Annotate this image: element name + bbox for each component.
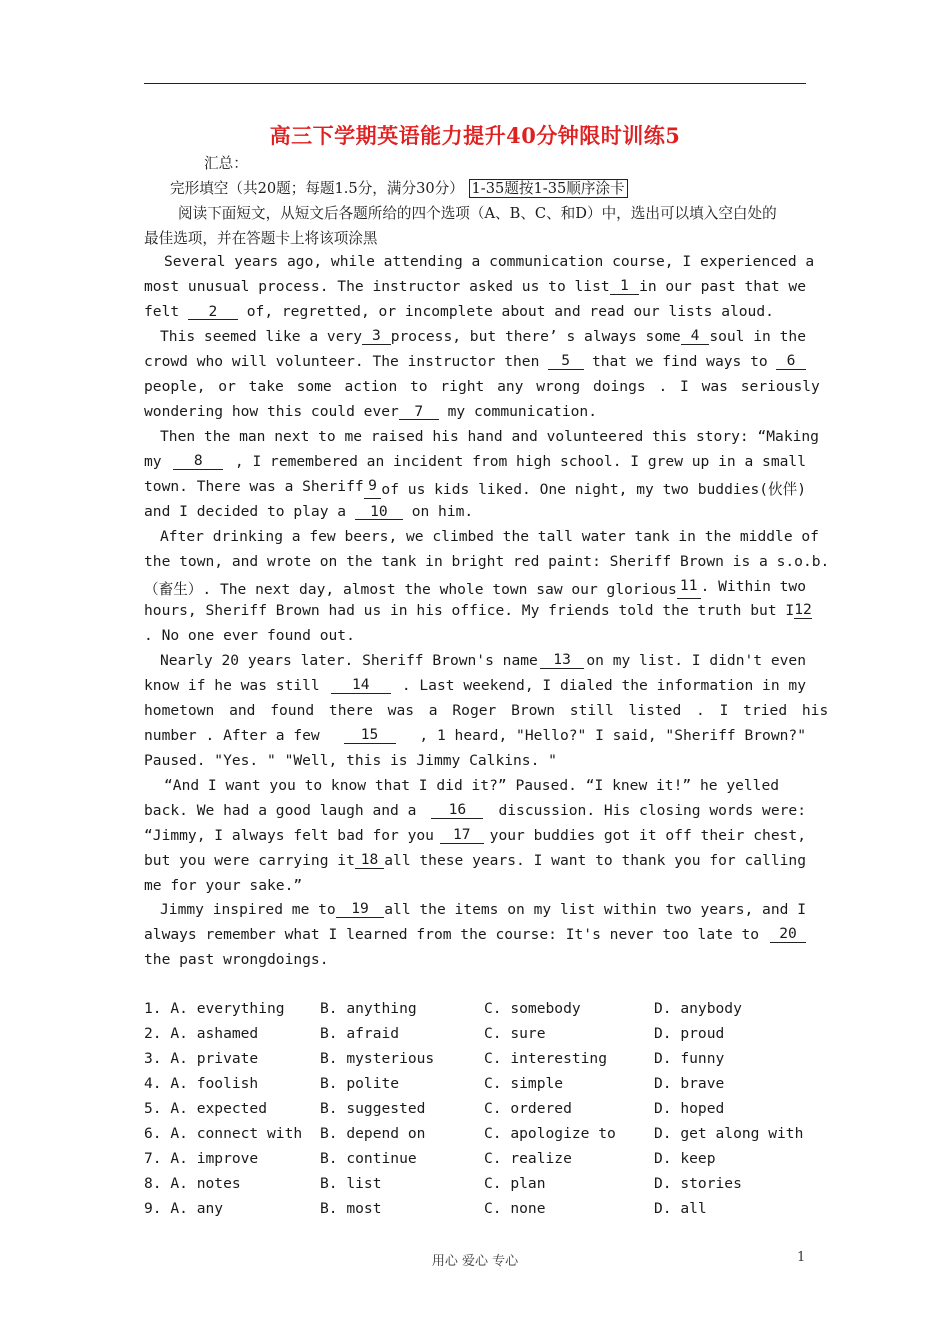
- instructions-line-1: 阅读下面短文，从短文后各题所给的四个选项（A、B、C、和D）中，选出可以填入空白处的: [178, 205, 777, 222]
- passage-line: [144, 278, 806, 295]
- option-choice: D. all: [654, 1200, 707, 1217]
- passage-text: , I remembered an incident from high school. I grew up in a small: [234, 453, 806, 470]
- section-heading: [170, 177, 628, 198]
- passage-line: [144, 802, 806, 819]
- passage-line: [144, 378, 820, 395]
- passage-text: of us kids liked. One night, my two buddies(伙伴): [381, 481, 806, 498]
- option-choice: C. apologize to: [484, 1125, 616, 1142]
- passage-line: [144, 601, 812, 619]
- option-choice: 4. A. foolish: [144, 1075, 259, 1092]
- passage-line: [160, 528, 819, 545]
- passage-line: [144, 827, 806, 844]
- option-choice: B. afraid: [320, 1025, 400, 1042]
- passage-line: [164, 777, 806, 794]
- blank-13: 13: [540, 652, 584, 669]
- passage-text: my communication.: [447, 403, 597, 420]
- blank-2: 2: [188, 304, 238, 320]
- option-choice: B. anything: [320, 1000, 417, 1017]
- passage-line: the past wrongdoings.: [144, 951, 329, 968]
- passage-text: all these years. I want to thank you for calling: [384, 852, 806, 869]
- blank-10: 10: [355, 504, 403, 520]
- passage-text: number . After a few: [144, 727, 320, 744]
- blank-12: 12: [794, 601, 812, 618]
- option-choice: C. simple: [484, 1075, 564, 1092]
- passage-text: all the items on my list within two years, and I: [384, 901, 806, 918]
- passage-text: Jimmy inspired me to: [160, 901, 336, 918]
- option-choice: 1. A. everything: [144, 1000, 285, 1017]
- option-choice: D. get along with: [654, 1125, 804, 1142]
- option-choice: 3. A. private: [144, 1050, 259, 1067]
- option-choice: 6. A. connect with: [144, 1125, 303, 1142]
- instructions-line-2: 最佳选项，并在答题卡上将该项涂黑: [144, 230, 378, 247]
- passage-line: [144, 478, 806, 499]
- passage-line: [144, 553, 830, 570]
- blank-20: 20: [770, 926, 806, 943]
- passage-line: [144, 353, 806, 370]
- blank-16: 16: [431, 802, 483, 819]
- option-choice: D. anybody: [654, 1000, 742, 1017]
- passage-text: . Last weekend, I dialed the information in my: [401, 677, 806, 694]
- option-choice: B. list: [320, 1175, 382, 1192]
- passage-line: [144, 578, 806, 599]
- header-rule: [144, 83, 806, 84]
- option-choice: 8. A. notes: [144, 1175, 241, 1192]
- passage-line: [144, 503, 473, 520]
- passage-text: on him.: [411, 503, 474, 520]
- option-choice: B. continue: [320, 1150, 417, 1167]
- passage-line: [144, 727, 806, 744]
- passage-text: soul in the: [709, 328, 806, 345]
- passage-text: Nearly 20 years later. Sheriff Brown's name: [160, 652, 538, 669]
- option-choice: B. polite: [320, 1075, 400, 1092]
- blank-4: 4: [681, 328, 710, 345]
- option-choice: 5. A. expected: [144, 1100, 268, 1117]
- passage-text: my: [144, 453, 162, 470]
- passage-line: [160, 901, 806, 918]
- option-choice: D. proud: [654, 1025, 725, 1042]
- passage-text: know if he was still: [144, 677, 320, 694]
- blank-6: 6: [776, 353, 806, 370]
- passage-line: [144, 702, 829, 719]
- passage-line: [144, 852, 806, 869]
- passage-line: [160, 652, 806, 669]
- passage-text: . Within two: [700, 578, 806, 595]
- blank-14: 14: [331, 677, 391, 694]
- passage-line: [144, 303, 774, 320]
- blank-7: 7: [399, 404, 439, 420]
- passage-text: “And I want you to know that I did it?” Paused. “I knew it!” he yelled: [164, 777, 780, 794]
- passage-text: people, or take some action to right any wrong doings . I was seriously: [144, 378, 820, 395]
- passage-line: [144, 453, 806, 470]
- passage-line: Paused. "Yes. " "Well, this is Jimmy Calkins. ": [144, 752, 557, 769]
- passage-text: Several years ago, while attending a communication course, I experienced a: [164, 253, 815, 270]
- passage-line: [164, 253, 815, 270]
- section-heading-text: 完形填空（共20题；每题1.5分，满分30分）: [170, 180, 464, 197]
- blank-18: 18: [355, 852, 384, 869]
- blank-3: 3: [362, 328, 391, 345]
- summary-label: 汇总：: [204, 155, 248, 172]
- option-choice: D. stories: [654, 1175, 742, 1192]
- blank-11: 11: [677, 578, 701, 599]
- page-number: 1: [797, 1250, 806, 1265]
- passage-text: , 1 heard, "Hello?" I said, "Sheriff Brown?": [419, 727, 806, 744]
- blank-15: 15: [344, 727, 396, 744]
- passage-text: but you were carrying it: [144, 852, 355, 869]
- passage-text: felt: [144, 303, 180, 320]
- passage-text: and I decided to play a: [144, 503, 347, 520]
- blank-5: 5: [548, 353, 584, 370]
- passage-text: Then the man next to me raised his hand and volunteered this story: “Making: [160, 428, 819, 445]
- option-choice: D. brave: [654, 1075, 725, 1092]
- option-choice: B. suggested: [320, 1100, 426, 1117]
- passage-text: that we find ways to: [591, 353, 768, 370]
- blank-17: 17: [440, 827, 484, 844]
- passage-text: town. There was a Sheriff: [144, 478, 364, 495]
- passage-text: （畜生）. The next day, almost the whole town saw our glorious: [144, 581, 677, 598]
- passage-line: me for your sake.”: [144, 877, 303, 894]
- passage-text: hours, Sheriff Brown had us in his office. My friends told the truth but I: [144, 602, 795, 619]
- blank-19: 19: [336, 901, 385, 918]
- option-choice: D. funny: [654, 1050, 725, 1067]
- option-choice: C. realize: [484, 1150, 572, 1167]
- passage-line: [144, 926, 806, 943]
- blank-9: 9: [364, 478, 382, 499]
- passage-text: your buddies got it off their chest,: [489, 827, 806, 844]
- option-choice: D. hoped: [654, 1100, 725, 1117]
- option-choice: D. keep: [654, 1150, 716, 1167]
- passage-text: hometown and found there was a Roger Brown still listed . I tried his: [144, 702, 829, 719]
- section-note: 1-35题按1-35顺序涂卡: [469, 179, 628, 198]
- passage-text: most unusual process. The instructor asked us to list: [144, 278, 610, 295]
- passage-text: always remember what I learned from the course: It's never too late to: [144, 926, 760, 943]
- option-choice: C. ordered: [484, 1100, 572, 1117]
- passage-text: This seemed like a very: [160, 328, 363, 345]
- option-choice: 2. A. ashamed: [144, 1025, 259, 1042]
- document-title: 高三下学期英语能力提升40分钟限时训练5: [269, 123, 681, 148]
- option-choice: C. plan: [484, 1175, 546, 1192]
- passage-text: crowd who will volunteer. The instructor then: [144, 353, 540, 370]
- option-choice: 9. A. any: [144, 1200, 224, 1217]
- page-footer: 用心 爱心 专心: [431, 1254, 519, 1269]
- passage-text: back. We had a good laugh and a: [144, 802, 417, 819]
- passage-text: “Jimmy, I always felt bad for you: [144, 827, 434, 844]
- passage-text: of, regretted, or incomplete about and read our lists aloud.: [246, 303, 774, 320]
- option-choice: B. depend on: [320, 1125, 426, 1142]
- passage-text: the town, and wrote on the tank in bright red paint: Sheriff Brown is a s.o.b.: [144, 553, 830, 570]
- passage-line: [144, 403, 597, 420]
- option-choice: C. somebody: [484, 1000, 581, 1017]
- option-choice: C. sure: [484, 1025, 546, 1042]
- option-choice: C. none: [484, 1200, 546, 1217]
- passage-text: discussion. His closing words were:: [498, 802, 806, 819]
- blank-1: 1: [610, 278, 639, 295]
- passage-line: [160, 428, 819, 445]
- passage-line: [144, 677, 806, 694]
- option-choice: C. interesting: [484, 1050, 608, 1067]
- passage-text: in our past that we: [639, 278, 806, 295]
- passage-line: . No one ever found out.: [144, 627, 355, 644]
- option-choice: B. mysterious: [320, 1050, 435, 1067]
- option-choice: 7. A. improve: [144, 1150, 259, 1167]
- passage-text: on my list. I didn't even: [586, 652, 806, 669]
- passage-text: wondering how this could ever: [144, 403, 399, 420]
- passage-line: [160, 328, 806, 345]
- blank-8: 8: [173, 453, 223, 470]
- option-choice: B. most: [320, 1200, 382, 1217]
- passage-text: process, but there’ s always some: [390, 328, 681, 345]
- passage-text: After drinking a few beers, we climbed the tall water tank in the middle of: [160, 528, 819, 545]
